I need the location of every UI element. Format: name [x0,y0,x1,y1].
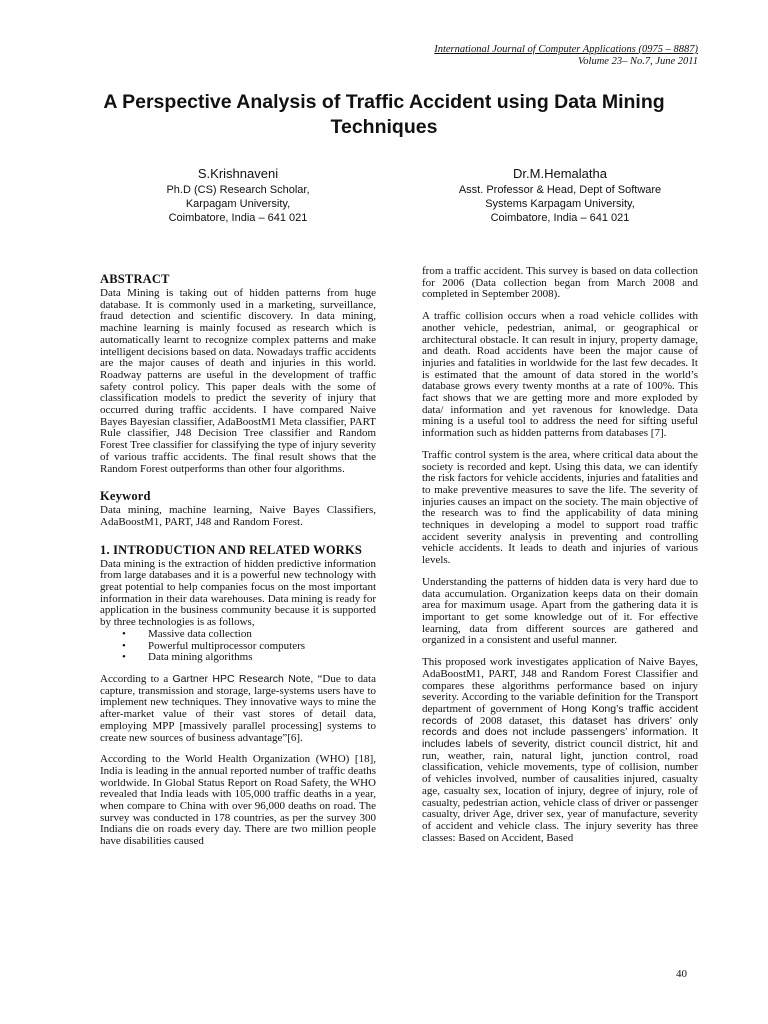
right-paragraph-5 [422,657,698,844]
text-run: 2008 dataset, this [472,714,573,727]
journal-volume: Volume 23– No.7, June 2011 [578,56,698,67]
page-number: 40 [676,968,687,980]
journal-header [434,44,698,68]
right-paragraph-4: Understanding the patterns of hidden data is very hard due to data accumulation. Organization keeps data on their domain area for maximum usage. Apart from the gathering data it is important to get some knowledge out of it. For effective learning, data from different sources are gathered and organized in a consistent and useful manner. [422,575,698,647]
author-affiliation-line: Ph.D (CS) Research Scholar, [166,184,310,196]
intro-paragraph-3: According to the World Health Organization (WHO) [18], India is leading in the annual reported number of traffic deaths worldwide. In Global Status Report on Road Safety, the WHO revealed that India leads with 105,000 traffic deaths in a year, when compare to China with over 96,000 deaths on road. The survey was conducted in 178 countries, as per the survey 300 Indians die on roads every day. There are two million people have disabilities caused [100,753,376,848]
text-run: Hong Kong’s traffic accident records of [422,702,698,727]
text-run: Gartner HPC Research Note, [172,672,314,685]
abstract-heading: ABSTRACT [100,272,170,286]
keyword-text: Data mining, machine learning, Naive Bayes Classifiers, AdaBoostM1, PART, J48 and Random Forest. [100,504,376,528]
author-block-2 [410,165,710,225]
journal-name: International Journal of Computer Applications (0975 – 8887) [434,44,698,55]
author-name: S.Krishnaveni [197,166,279,181]
keyword-heading: Keyword [100,489,151,504]
list-item: • Massive data collection [136,629,376,641]
technology-list [100,629,376,664]
author-affiliation-line: Systems Karpagam University, [485,198,635,210]
text-run: “Due to data capture, transmission and storage, large-systems users have to implement new techniques. They innovative ways to mine the after-market value of their vast stores of detail data, employing MPP [massively parallel processing] systems to create new sources of business advantage”[6]. [100,672,376,744]
text-run: This proposed work investigates application of Naive Bayes, AdaBoostM1, PART, J48 and Random Forest Classifier and compares these algorithms performance based on injury severity. According to the variable definition for the Transport department of government of [422,656,698,715]
right-column [422,266,698,854]
right-paragraph-1: from a traffic accident. This survey is based on data collection for 2006 (Data collection began from March 2008 and completed in September 2008). [422,265,698,301]
intro-paragraph-1: Data mining is the extraction of hidden predictive information from large databases and it is a powerful new technology with great potential to help companies focus on the most important information in their data warehouses. Data mining is ready for application in the business community because it is supported by three technologies is as follows, [100,557,376,629]
intro-paragraph-2 [100,674,376,744]
text-run: district council district, hit and run, weather, rain, natural light, junction control, road classification, vehicle movements, type of collision, number of vehicles involved, number of causalities injured, casualty age, casualty sex, location of injury, degree of injury, role of casualty, pedestrian action, vehicle class of driver or passenger casualty, driver Age, driver sex, year of manufacture, severity of accident and vehicle class. The injury severity has three classes: Based on Accident, Based [422,738,699,844]
list-item: • Data mining algorithms [136,652,376,664]
author-affiliation-line: Asst. Professor & Head, Dept of Software [458,184,662,196]
author-block-1 [88,165,388,225]
abstract-text: Data Mining is taking out of hidden patterns from huge database. It is commonly used in a marketing, surveillance, fraud detection and scientific discovery. In data mining, machine learning is mainly focused as research which is automatically learnt to recognize complex patterns and make intelligent decisions based on data. Nowadays traffic accidents are the major causes of death and injuries in this world. Roadway patterns are useful in the development of traffic safety control policy. This paper deals with the some of classification models to predict the severity of injury that occurred during traffic accidents. I have compared Naive Bayes Bayesian classifier, AdaBoostM1 Meta classifier, PART Rule classifier, J48 Decision Tree classifier and Random Forest Tree classifier for classifying the type of injury severity of various traffic accidents. The final result shows that the Random Forest outperforms than other four algorithms. [100,287,376,475]
right-paragraph-2: A traffic collision occurs when a road vehicle collides with another vehicle, pedestrian, animal, or geographical or architectural obstacle. It can result in injury, property damage, and death. Road accidents have been the major cause of injuries and fatalities in worldwide for the last few decades. It is estimated that the amount of data stored in the world’s database grows every twenty months at a rate of 100%. This fact shows that we are getting more and more exploded by data/ information and yet ravenous for knowledge. Data mining is a useful tool to address the need for sifting useful information such as hidden patterns from databases [7]. [422,310,698,440]
author-affiliation-line: Karpagam University, [185,198,291,210]
text-run: dataset has drivers’ only records and does not include passengers’ information. It includes labels of severity, [422,714,699,751]
text-run: According to a [100,672,173,685]
author-affiliation-line: Coimbatore, India – 641 021 [168,212,308,224]
list-item: • Powerful multiprocessor computers [136,641,376,653]
left-column [100,266,376,858]
intro-heading: 1. INTRODUCTION AND RELATED WORKS [100,542,363,557]
author-affiliation-line: Coimbatore, India – 641 021 [490,212,630,224]
right-paragraph-3: Traffic control system is the area, where critical data about the society is recorded and kept. Using this data, we can identify the risk factors for vehicle accidents, injuries and fatalities and to make preventive measures to save the life. The severity of injuries causes an impact on the society. The main objective of the research was to find the applicability of data mining techniques in developing a model to support road traffic accident severity analysis in preventing and controlling vehicle accidents. It leads to death and injuries of various levels. [422,448,698,567]
paper-title: A Perspective Analysis of Traffic Accident using Data Mining Techniques [103,91,665,138]
author-name: Dr.M.Hemalatha [513,166,607,181]
